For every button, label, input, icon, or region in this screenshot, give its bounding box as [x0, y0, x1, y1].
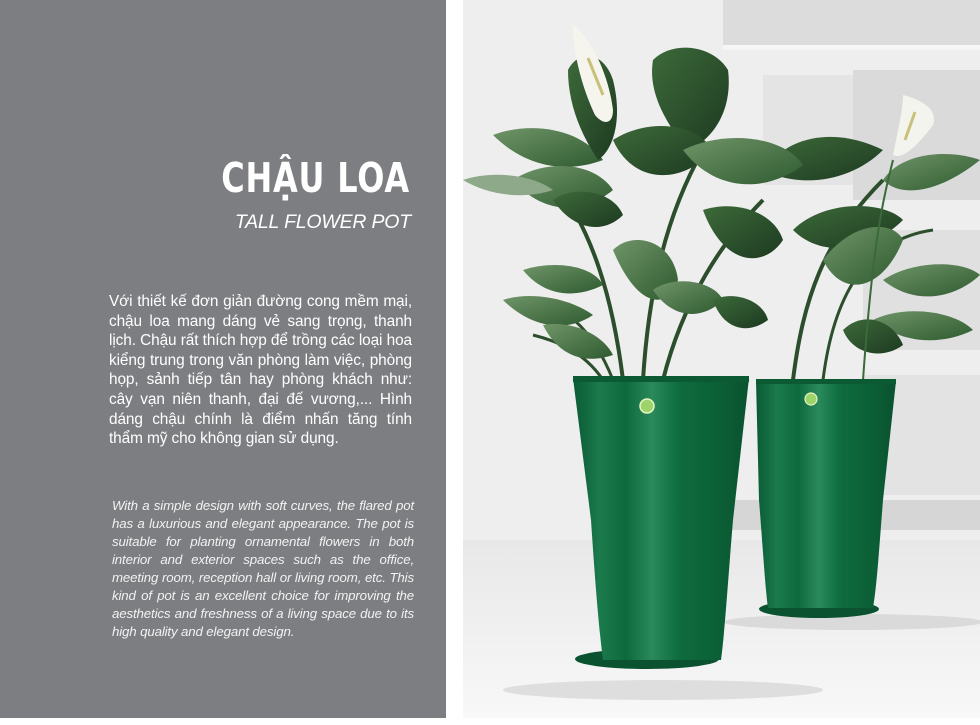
- pot-right: [756, 379, 896, 618]
- text-panel: [0, 0, 446, 718]
- description-vietnamese: Với thiết kế đơn giản đường cong mềm mại, chậu loa mang dáng vẻ sang trọng, thanh lịch. Chậu rất thích hợp để trồng các loại hoa kiểng trung trong văn phòng làm việc, phòng họp, sảnh tiếp tân hay phòng khách như: cây vạn niên thanh, đại đế vương,... Hình dáng chậu chính là điểm nhấn tăng tính thẩm mỹ cho không gian sử dụng.: [109, 293, 412, 448]
- description-english: With a simple design with soft curves, the flared pot has a luxurious and elegant appearance. The pot is suitable for planting ornamental flowers in both interior and exterior spaces such as the office, meeting room, reception hall or living room, etc. This kind of pot is an excellent choice for improving the aesthetics and freshness of a living space due to its high quality and elegant design.: [112, 498, 414, 639]
- product-subtitle: TALL FLOWER POT: [234, 211, 411, 233]
- pot-left: [573, 376, 749, 669]
- product-photo: [463, 0, 980, 718]
- product-title: CHẬU LOA: [221, 154, 410, 202]
